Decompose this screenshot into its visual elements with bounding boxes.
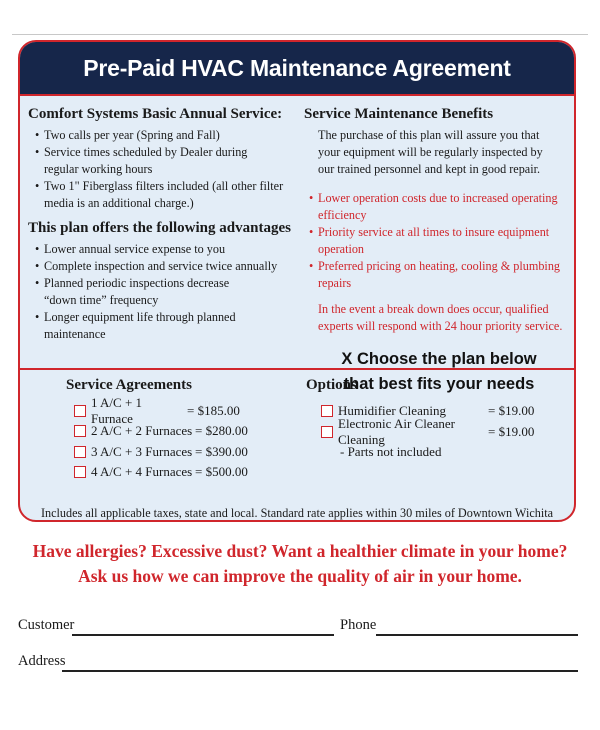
phone-label: Phone [340,617,377,633]
agreement-card [18,40,576,522]
option-row[interactable] [321,416,535,447]
agreement-label: 1 A/C + 1 Furnace [91,395,143,426]
phone-field[interactable] [376,634,578,636]
checkbox[interactable] [74,466,86,478]
agreement-row[interactable] [74,421,248,441]
agreement-price: = $390.00 [195,444,248,459]
list-item: • Service times scheduled by Dealer during regular working hours [30,144,298,178]
list-item: • Longer equipment life through planned maintenance [30,309,298,343]
parts-note: - Parts not included [340,444,442,459]
benefits-heading: Service Maintenance Benefits [304,106,494,122]
address-field[interactable] [62,670,578,672]
breakdown-note: In the event a break down does occur, qualified experts will respond with 24 hour priority service. [318,302,563,333]
advantages-list [30,241,298,343]
agreement-price: = $280.00 [195,423,248,438]
list-item: • Complete inspection and service twice annually [30,258,298,275]
checkbox[interactable] [74,446,86,458]
customer-field[interactable] [72,634,334,636]
plans-section [20,370,574,522]
top-divider [12,34,588,35]
benefits-list [304,190,574,292]
taxes-note: Includes all applicable taxes, state and local. Standard rate applies within 30 miles of Downtown Wichita [40,506,554,520]
agreement-price: = $500.00 [195,464,248,479]
basic-service-heading: Comfort Systems Basic Annual Service: [28,106,283,122]
promo-line-2: Ask us how we can improve the quality of air in your home. [78,566,522,586]
service-agreements-heading: Service Agreements [66,377,192,393]
list-item: • Preferred pricing on heating, cooling & plumbing repairs [304,258,574,292]
card-header [20,42,574,96]
list-item: • Two calls per year (Spring and Fall) [30,127,298,144]
agreement-row[interactable] [74,395,240,426]
agreement-row[interactable] [74,442,248,462]
promo-line-1: Have allergies? Excessive dust? Want a healthier climate in your home? [32,541,568,561]
left-column [28,106,298,343]
basic-service-list [30,127,298,212]
address-label: Address [18,653,66,669]
option-price: = $19.00 [488,403,535,418]
checkbox[interactable] [321,426,333,438]
agreement-label: 3 A/C + 3 Furnaces [91,444,193,459]
agreement-price: = $185.00 [187,403,240,418]
benefits-intro: The purchase of this plan will assure you that your equipment will be regularly inspected by our trained personnel and kept in good repair. [318,128,543,176]
checkbox[interactable] [74,425,86,437]
option-label: Electronic Air Cleaner Cleaning [338,416,455,447]
list-item: • Lower operation costs due to increased operating efficiency [304,190,574,224]
choose-plan-line-1: X Choose the plan below [341,350,537,368]
list-item: • Priority service at all times to insure equipment operation [304,224,574,258]
right-column [304,106,574,397]
option-label: Humidifier Cleaning [338,403,446,418]
list-item: • Planned periodic inspections decrease “down time” frequency [30,275,298,309]
options-heading: Options [306,377,357,393]
agreement-label: 4 A/C + 4 Furnaces [91,464,193,479]
checkbox[interactable] [321,405,333,417]
advantages-heading: This plan offers the following advantages [28,220,291,236]
agreement-label: 2 A/C + 2 Furnaces [91,423,193,438]
list-item: • Two 1" Fiberglass filters included (all other filter media is an additional charge.) [30,178,298,212]
choose-plan-line-2: that best fits your needs [343,375,535,393]
customer-label: Customer [18,617,75,633]
agreement-row[interactable] [74,462,248,482]
list-item: • Lower annual service expense to you [30,241,298,258]
option-price: = $19.00 [488,424,535,439]
page-title: Pre-Paid HVAC Maintenance Agreement [83,54,511,81]
checkbox[interactable] [74,405,86,417]
